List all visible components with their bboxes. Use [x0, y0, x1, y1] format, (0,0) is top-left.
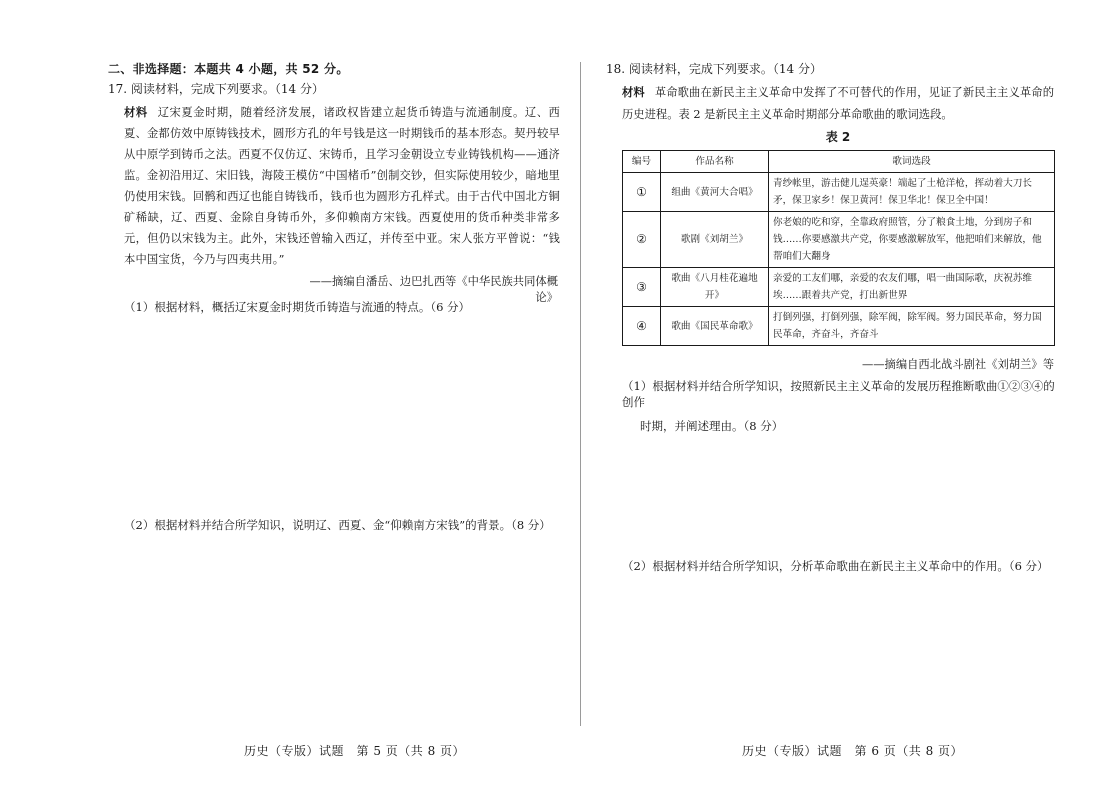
question-18-part-1 [622, 378, 1062, 434]
header-lyrics: 歌词选段 [769, 151, 1055, 173]
page-footer-6: 历史（专版）试题 第 6 页（共 8 页） [742, 744, 964, 758]
table-header-row [623, 151, 1055, 173]
table-row [623, 268, 1055, 307]
question-17-part-2: （2）根据材料并结合所学知识，说明辽、西夏、金“仰赖南方宋钱”的背景。（8 分） [124, 518, 551, 532]
row-work-name: 歌曲《八月桂花遍地开》 [661, 268, 769, 307]
page-divider [580, 62, 581, 726]
page-footer-5: 历史（专版）试题 第 5 页（共 8 页） [244, 744, 466, 758]
question-17-heading: 17. 阅读材料，完成下列要求。（14 分） [108, 82, 324, 96]
question-18-heading: 18. 阅读材料，完成下列要求。（14 分） [606, 62, 822, 76]
material-label: 材料 [622, 86, 645, 99]
row-number: ② [623, 212, 661, 268]
row-number: ① [623, 173, 661, 212]
question-17-material [124, 102, 560, 270]
question-17-source: ——摘编自潘岳、边巴扎西等《中华民族共同体概论》 [309, 275, 558, 304]
row-lyrics: 你老娘的吃和穿，全靠政府照管，分了粮食土地，分到房子和钱……你要感激共产党，你要感激解放军，他把咱们来解放，他帮咱们大翻身 [769, 212, 1055, 268]
header-number: 编号 [623, 151, 661, 173]
question-17-part-1: （1）根据材料，概括辽宋夏金时期货币铸造与流通的特点。（6 分） [124, 300, 471, 314]
table-row [623, 307, 1055, 346]
question-18-part-2: （2）根据材料并结合所学知识，分析革命歌曲在新民主主义革命中的作用。（6 分） [622, 559, 1049, 573]
row-work-name: 歌曲《国民革命歌》 [661, 307, 769, 346]
row-lyrics: 青纱帐里，游击健儿逞英豪！端起了土枪洋枪，挥动着大刀长矛，保卫家乡！保卫黄河！保卫华北！保卫全中国！ [769, 173, 1055, 212]
table-caption: 表 2 [825, 130, 851, 144]
row-lyrics: 打倒列强，打倒列强，除军阀，除军阀。努力国民革命，努力国民革命，齐奋斗，齐奋斗 [769, 307, 1055, 346]
table-row [623, 212, 1055, 268]
material-text: 革命歌曲在新民主主义革命中发挥了不可替代的作用，见证了新民主主义革命的历史进程。表 2 是新民主主义革命时期部分革命歌曲的歌词选段。 [622, 86, 1054, 121]
songs-table [622, 150, 1055, 346]
row-number: ④ [623, 307, 661, 346]
row-number: ③ [623, 268, 661, 307]
row-work-name: 歌剧《刘胡兰》 [661, 212, 769, 268]
section-title: 二、非选择题：本题共 4 小题，共 52 分。 [108, 62, 349, 76]
question-18-part-1-line-2: 时期，并阐述理由。（8 分） [640, 419, 784, 433]
header-work-name: 作品名称 [661, 151, 769, 173]
material-text: 辽宋夏金时期，随着经济发展，诸政权皆建立起货币铸造与流通制度。辽、西夏、金都仿效中原铸钱技术，圆形方孔的年号钱是这一时期钱币的基本形态。契丹较早从中原学到铸币之法。西夏不仅仿辽、宋铸币，且学习金朝设立专业铸钱机构——通济监。金初沿用辽、宋旧钱，海陵王模仿“中国楮币”创制交钞，但实际使用较少，暗地里仍使用宋钱。回鹘和西辽也能自铸钱币，钱币也为圆形方孔样式。由于古代中国北方铜矿稀缺，辽、西夏、金除自身铸币外，多仰赖南方宋钱。西夏使用的货币种类非常多元，但仍以宋钱为主。此外，宋钱还曾输入西辽，并传至中亚。宋人张方平曾说：“钱本中国宝货，今乃与四夷共用。” [124, 106, 560, 266]
question-18-source: ——摘编自西北战斗剧社《刘胡兰》等 [861, 358, 1054, 371]
question-18-part-1-line-1: （1）根据材料并结合所学知识，按照新民主主义革命的发展历程推断歌曲①②③④的创作 [622, 379, 1055, 409]
material-label: 材料 [124, 106, 148, 119]
row-lyrics: 亲爱的工友们哪，亲爱的农友们哪，唱一曲国际歌，庆祝苏维埃……跟着共产党，打出新世界 [769, 268, 1055, 307]
row-work-name: 组曲《黄河大合唱》 [661, 173, 769, 212]
table-row [623, 173, 1055, 212]
question-18-material [622, 82, 1054, 126]
